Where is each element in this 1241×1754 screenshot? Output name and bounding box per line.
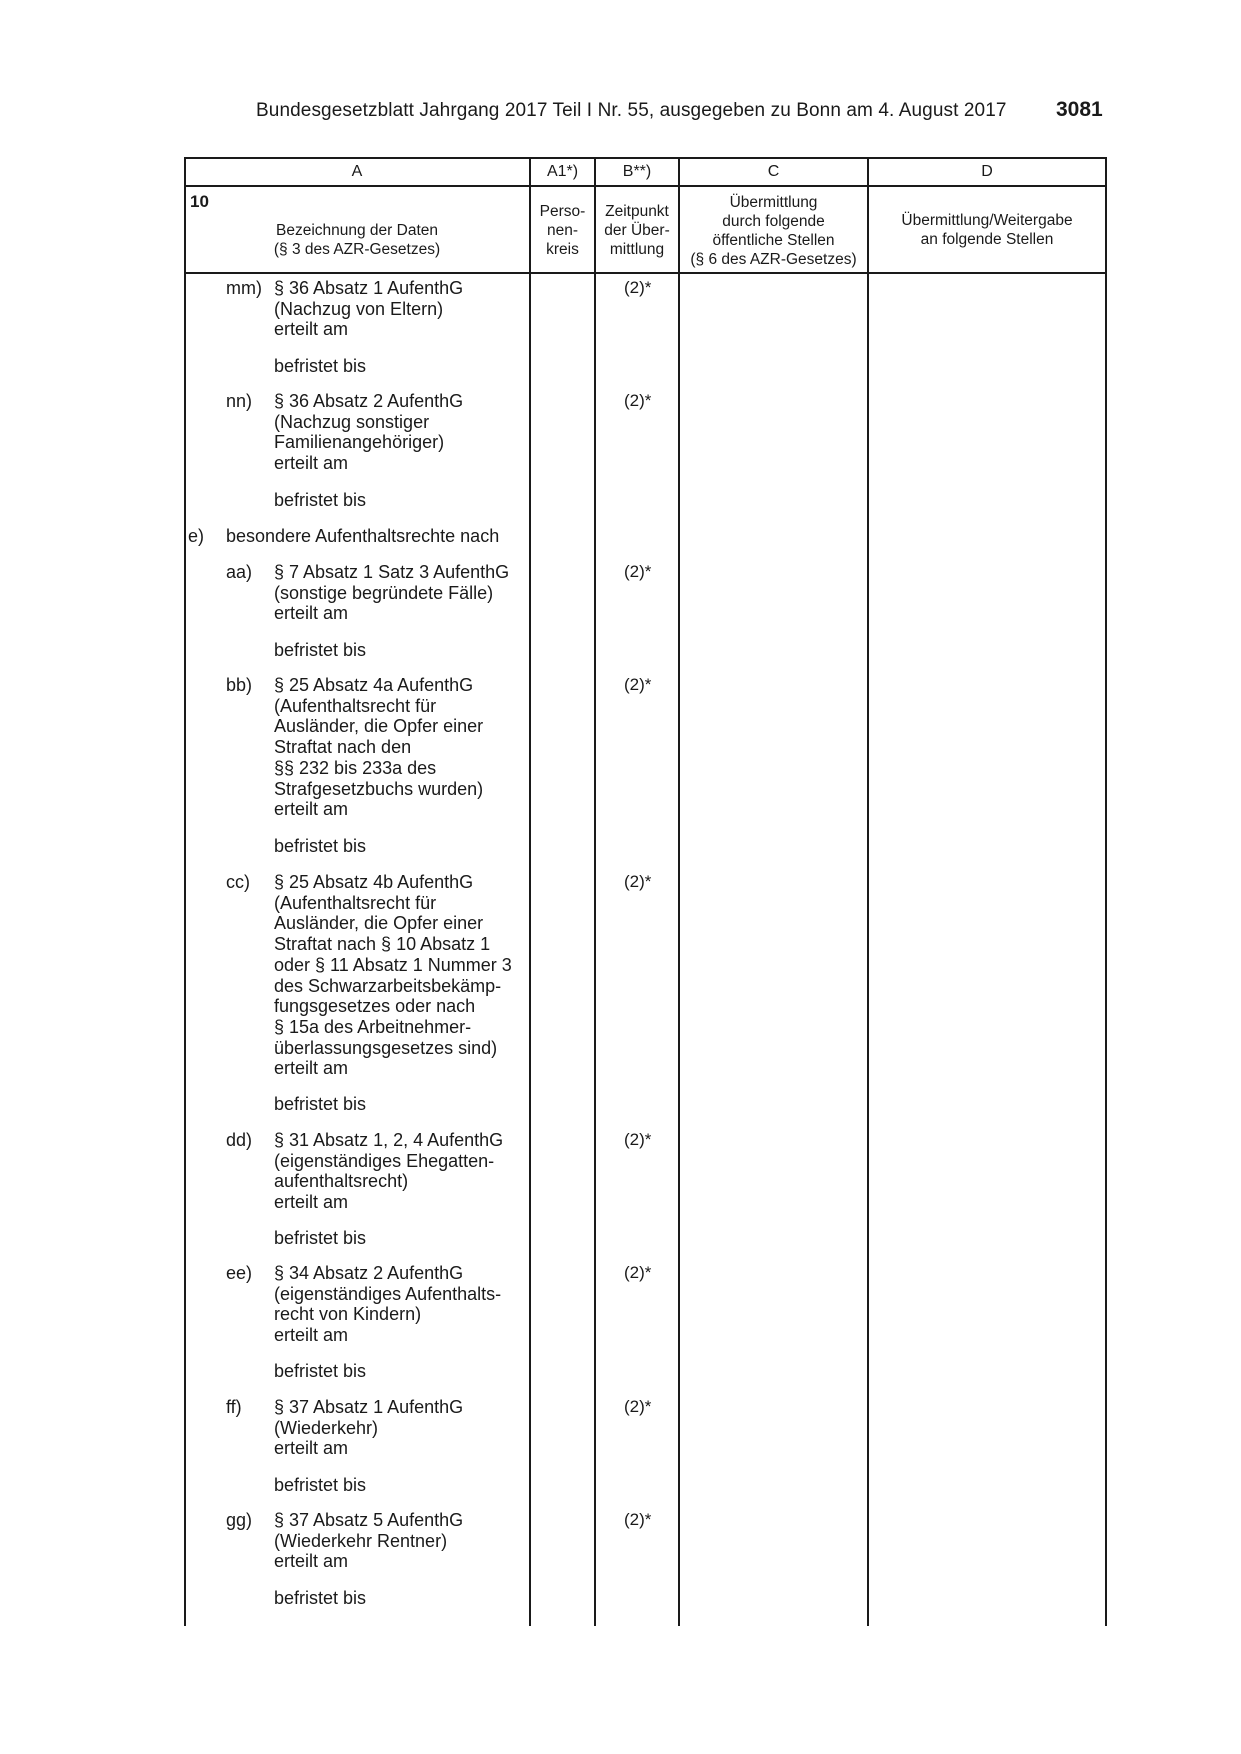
entry-mark: (2)*	[624, 1397, 652, 1416]
entry-followup: befristet bis	[274, 490, 367, 510]
table-top-rule	[184, 157, 1107, 159]
entry-label: aa)	[226, 562, 253, 582]
col-rule-a1-b	[594, 157, 596, 1626]
section-number: 10	[190, 192, 209, 211]
header-b-line: der Über-	[604, 222, 670, 239]
entry-label: bb)	[226, 675, 253, 695]
header-d-line: an folgende Stellen	[920, 231, 1054, 248]
entry-text: § 25 Absatz 4a AufenthG (Aufenthaltsrecht für Ausländer, die Opfer einer Straftat nach den §§ 232 bis 233a des Strafgesetzbuchs wurden) erteilt am	[274, 675, 484, 820]
header-a1-line: Perso-	[539, 203, 586, 220]
subsection-label: e)	[188, 526, 205, 546]
entry-text: § 31 Absatz 1, 2, 4 AufenthG (eigenständiges Ehegatten- aufenthaltsrecht) erteilt am	[274, 1130, 504, 1213]
col-rule-c-d	[867, 157, 869, 1626]
header-b-line: Zeitpunkt	[605, 203, 669, 220]
entry-followup: befristet bis	[274, 1361, 367, 1381]
running-head: Bundesgesetzblatt Jahrgang 2017 Teil I Nr. 55, ausgegeben zu Bonn am 4. August 2017	[256, 100, 1007, 121]
entry-mark: (2)*	[624, 1130, 652, 1149]
entry-text: § 36 Absatz 1 AufenthG (Nachzug von Eltern) erteilt am	[274, 278, 464, 340]
entry-mark: (2)*	[624, 278, 652, 297]
caption-d: D	[981, 163, 993, 180]
entry-followup: befristet bis	[274, 1475, 367, 1495]
entry-label: ee)	[226, 1263, 253, 1283]
header-c-line: (§ 6 des AZR-Gesetzes)	[690, 251, 857, 268]
entry-label: ff)	[226, 1397, 242, 1417]
entry-text: § 34 Absatz 2 AufenthG (eigenständiges Aufenthalts- recht von Kindern) erteilt am	[274, 1263, 502, 1346]
caption-a1: A1*)	[546, 163, 579, 180]
header-d	[868, 211, 1106, 249]
entry-followup: befristet bis	[274, 1228, 367, 1248]
header-rule	[184, 272, 1107, 274]
header-c-line: durch folgende	[722, 213, 825, 230]
entry-label: cc)	[226, 872, 250, 892]
entry-label: dd)	[226, 1130, 253, 1150]
entry-mark: (2)*	[624, 391, 652, 410]
caption-c: C	[767, 163, 780, 180]
col-rule-a-a1	[529, 157, 531, 1626]
subsection-text: besondere Aufenthaltsrechte nach	[226, 526, 500, 546]
entry-mark: (2)*	[624, 562, 652, 581]
header-c-line: öffentliche Stellen	[712, 232, 835, 249]
entry-mark: (2)*	[624, 675, 652, 694]
header-b	[595, 202, 679, 259]
entry-mark: (2)*	[624, 1263, 652, 1282]
header-a-line: Bezeichnung der Daten	[275, 222, 438, 239]
header-a1-line: kreis	[546, 241, 579, 258]
header-a1	[530, 202, 595, 259]
header-a1-line: nen-	[546, 222, 579, 239]
col-rule-right	[1105, 157, 1107, 1626]
entry-followup: befristet bis	[274, 836, 367, 856]
entry-label: gg)	[226, 1510, 253, 1530]
header-a	[184, 221, 530, 259]
col-rule-left-body	[184, 272, 186, 1626]
header-c-line: Übermittlung	[729, 194, 818, 211]
entry-text: § 36 Absatz 2 AufenthG (Nachzug sonstiger Familienangehöriger) erteilt am	[274, 391, 464, 474]
col-rule-b-c	[678, 157, 680, 1626]
header-d-line: Übermittlung/Weitergabe	[901, 212, 1073, 229]
entry-mark: (2)*	[624, 1510, 652, 1529]
header-c	[679, 193, 868, 269]
entry-text: § 25 Absatz 4b AufenthG (Aufenthaltsrecht für Ausländer, die Opfer einer Straftat nach § 10 Absatz 1 oder § 11 Absatz 1 Nummer 3 des Schwarzarbeitsbekämp- fungsgesetzes oder nach § 15a des Arbeitnehmer- überlassungsgesetzes sind) erteilt am	[274, 872, 512, 1079]
entry-label: nn)	[226, 391, 253, 411]
entry-text: § 37 Absatz 1 AufenthG (Wiederkehr) erteilt am	[274, 1397, 464, 1459]
header-a-line: (§ 3 des AZR-Gesetzes)	[273, 241, 441, 258]
page-number: 3081	[1056, 98, 1103, 121]
caption-a: A	[351, 163, 363, 180]
page-header	[0, 100, 1241, 130]
caption-b: B**)	[622, 163, 652, 180]
entry-followup: befristet bis	[274, 1094, 367, 1114]
entry-text: § 37 Absatz 5 AufenthG (Wiederkehr Rentner) erteilt am	[274, 1510, 464, 1572]
entry-followup: befristet bis	[274, 356, 367, 376]
entry-followup: befristet bis	[274, 640, 367, 660]
caption-rule	[184, 185, 1107, 187]
entry-text: § 7 Absatz 1 Satz 3 AufenthG (sonstige begründete Fälle) erteilt am	[274, 562, 510, 624]
entry-mark: (2)*	[624, 872, 652, 891]
entry-label: mm)	[226, 278, 262, 298]
header-b-line: mittlung	[609, 241, 665, 258]
entry-followup: befristet bis	[274, 1588, 367, 1608]
